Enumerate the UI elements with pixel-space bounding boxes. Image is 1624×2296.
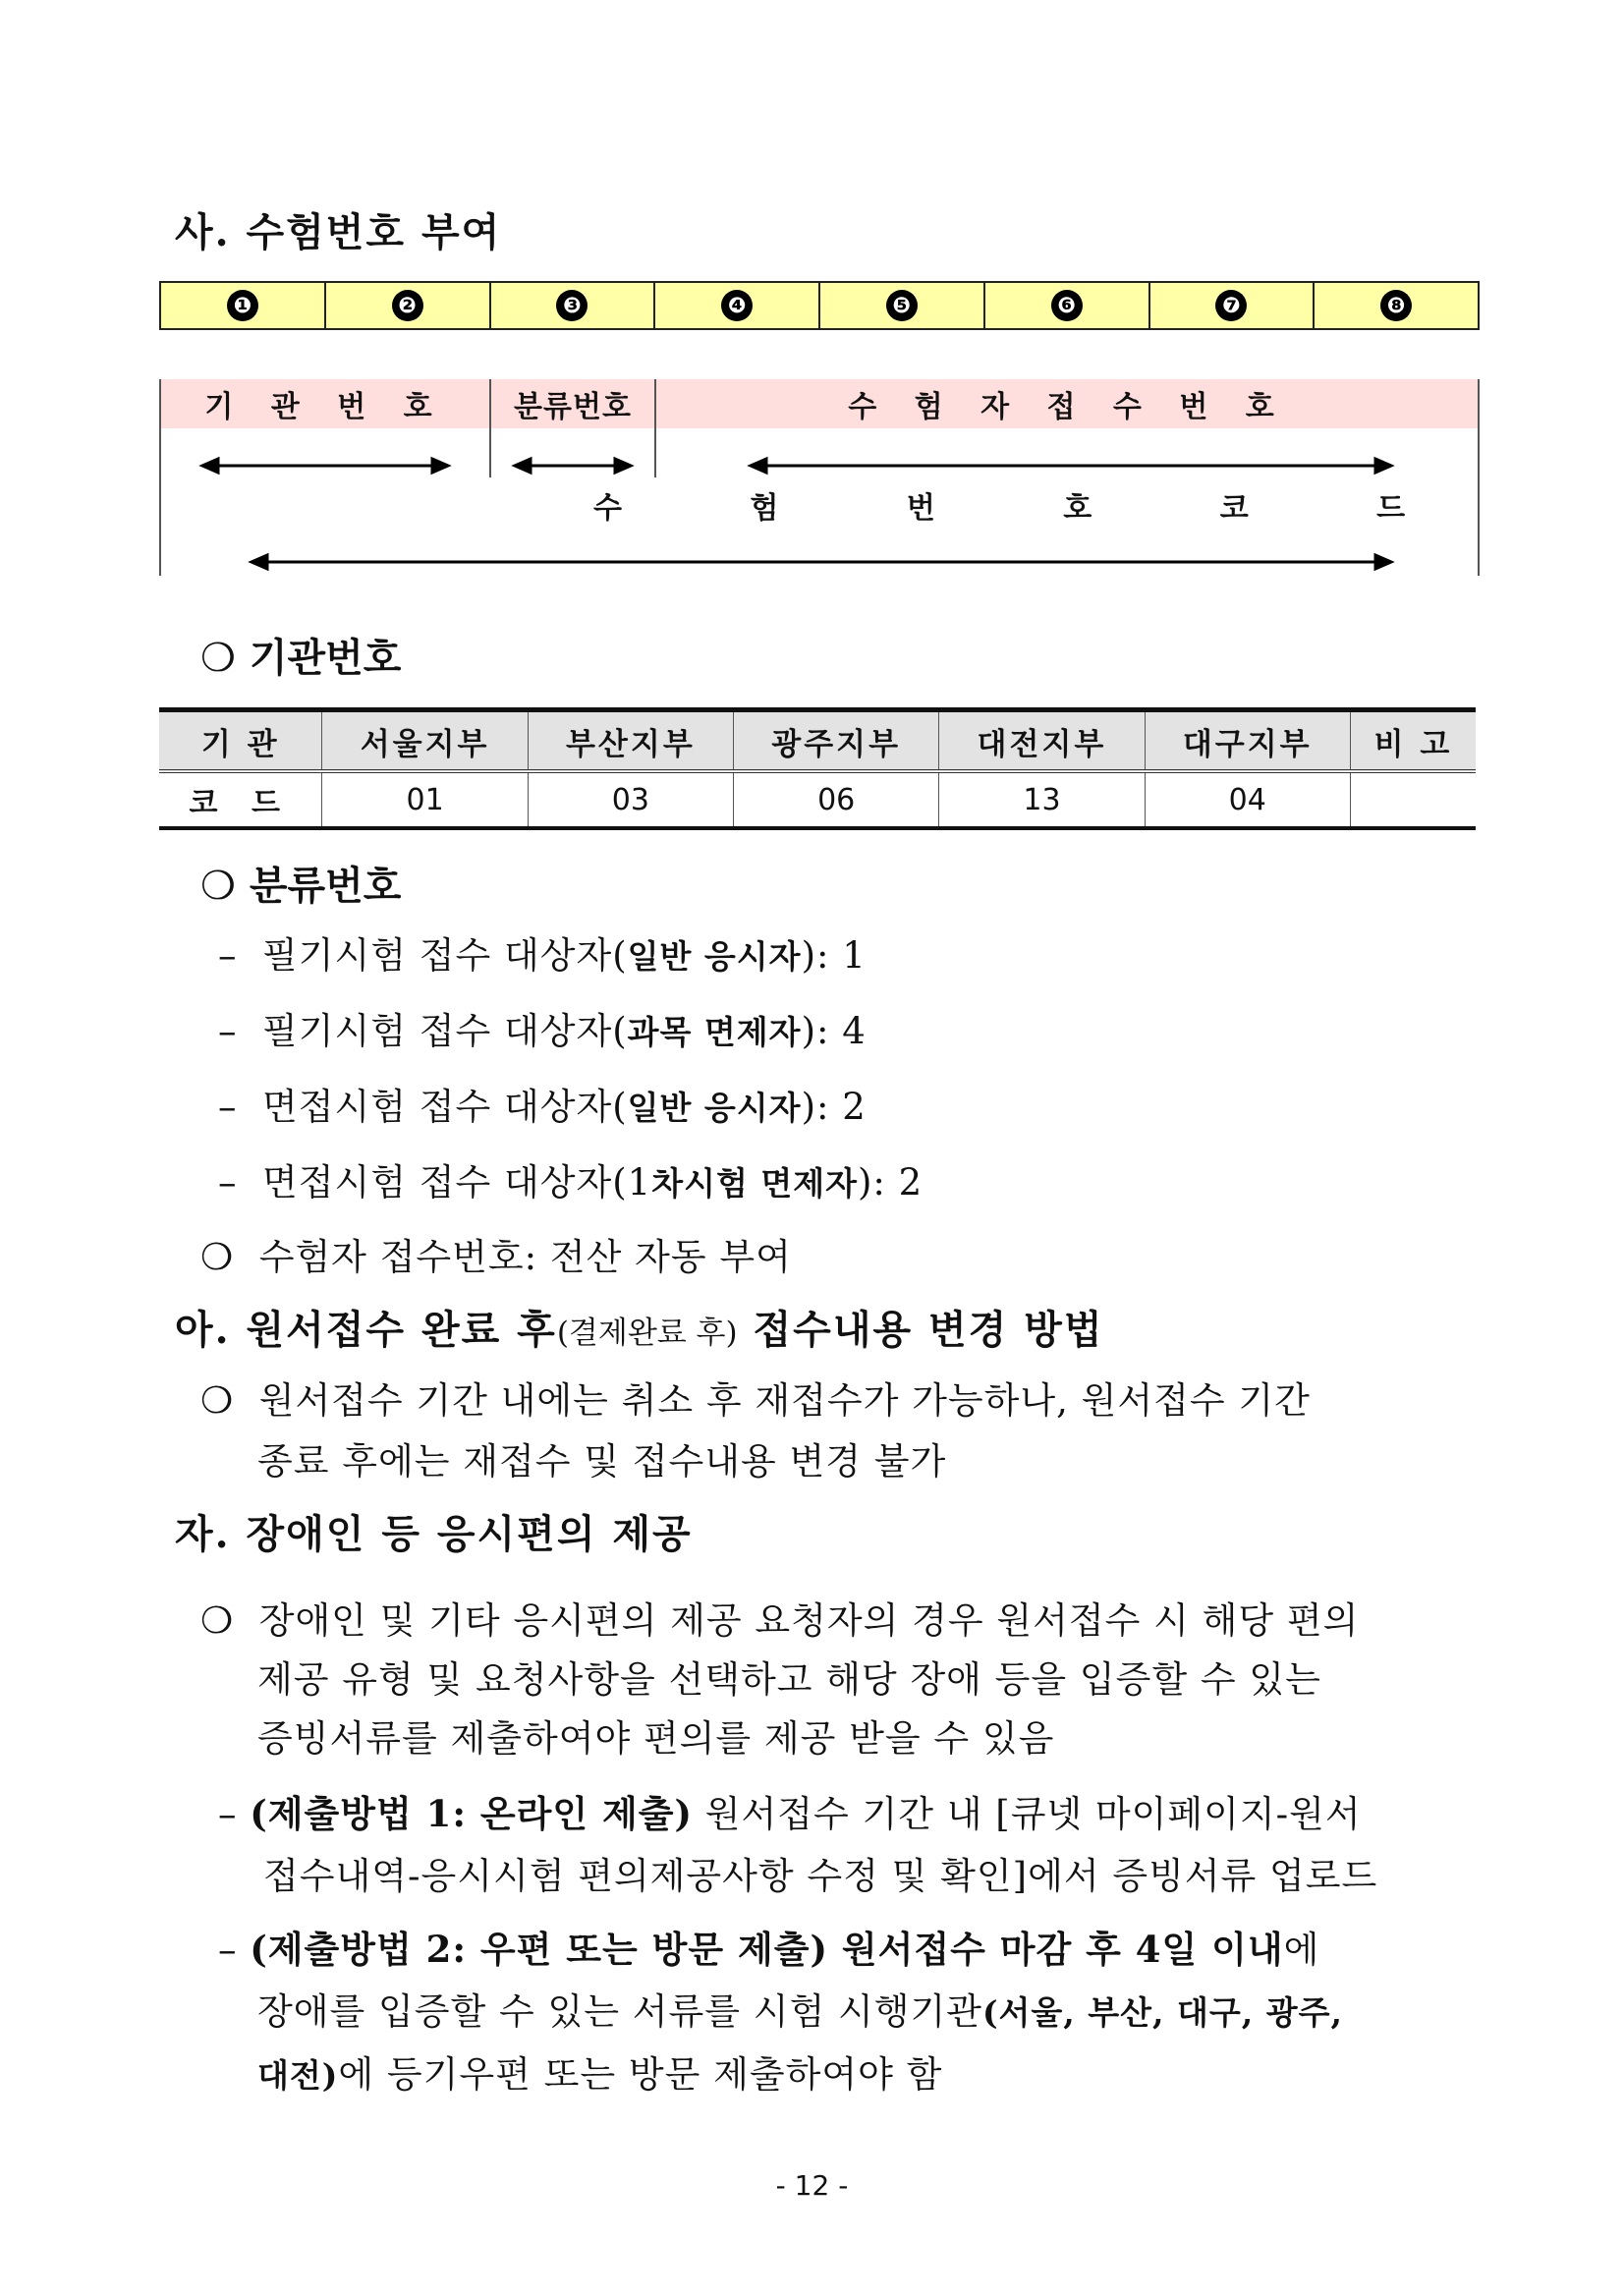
class-number-label: 분류번호 [491,379,654,428]
table-header: 광주지부 [734,710,939,772]
table-cell [1350,771,1476,828]
accommodation-line-2: 제공 유형 및 요청사항을 선택하고 해당 장애 등을 입증할 수 있는 [257,1658,1321,1701]
method-1-line-2: 접수내역-응시시험 편의제공사항 수정 및 확인]에서 증빙서류 업로드 [263,1855,1378,1897]
org-number-heading-text: 기관번호 [249,636,402,681]
table-cell: 04 [1145,771,1350,828]
applicant-number-note: ❍ 수험자 접수번호: 전산 자동 부여 [200,1236,792,1278]
table-cell: 코 드 [159,771,322,828]
org-code-table [159,707,1476,830]
table-header: 대전지부 [939,710,1145,772]
table-cell: 13 [939,771,1145,828]
circle-bullet-icon: ❍ [200,1379,235,1422]
circle-bullet-icon: ❍ [200,1599,235,1642]
digit-2-icon: ❷ [392,290,423,321]
table-cell: 01 [322,771,528,828]
digit-3-icon: ❸ [556,290,588,321]
circle-bullet-icon: ❍ [200,1236,235,1278]
table-header: 대구지부 [1145,710,1350,772]
digit-6-icon: ❻ [1051,290,1083,321]
accommodation-line-1: ❍ 장애인 및 기타 응시편의 제공 요청자의 경우 원서접수 시 해당 편의 [200,1599,1360,1642]
table-header-row [159,710,1476,772]
list-item: – 필기시험 접수 대상자(일반 응시자): 1 [218,934,867,977]
digit-5-icon: ❺ [886,290,918,321]
section-title-a: 아. 원서접수 완료 후(결제완료 후) 접수내용 변경 방법 [175,1307,1104,1353]
digit-1-icon: ❶ [227,290,258,321]
digit-8-icon: ❽ [1380,290,1412,321]
digit-7-icon: ❼ [1215,290,1247,321]
table-header: 부산지부 [528,710,733,772]
page-number: - 12 - [775,2169,849,2202]
digit-4-icon: ❹ [721,290,753,321]
accommodation-line-3: 증빙서류를 제출하여야 편의를 제공 받을 수 있음 [257,1717,1055,1760]
section-title-sa: 사. 수험번호 부여 [175,209,502,255]
method-2-line-2: 장애를 입증할 수 있는 서류를 시험 시행기관(서울, 부산, 대구, 광주, [257,1990,1343,2033]
change-method-line-1: ❍ 원서접수 기간 내에는 취소 후 재접수가 가능하나, 원서접수 기간 [200,1379,1311,1422]
org-number-heading [200,627,401,683]
method-1-line-1: – (제출방법 1: 온라인 제출) 원서접수 기간 내 [큐넷 마이페이지-원서 [218,1792,1362,1835]
exam-code-label: 수 험 번 호 코 드 [593,491,1465,526]
table-header: 비 고 [1350,710,1476,772]
list-item: – 면접시험 접수 대상자(일반 응시자): 2 [218,1086,867,1128]
table-header: 기 관 [159,710,322,772]
change-method-line-2: 종료 후에는 재접수 및 접수내용 변경 불가 [257,1440,947,1483]
circle-bullet-icon: ❍ [200,864,236,909]
list-item: – 필기시험 접수 대상자(과목 면제자): 4 [218,1010,867,1052]
circle-bullet-icon: ❍ [200,636,236,681]
table-cell: 03 [528,771,733,828]
class-number-heading [200,855,401,911]
class-number-heading-text: 분류번호 [249,864,402,909]
list-item: – 면접시험 접수 대상자(1차시험 면제자): 2 [218,1161,924,1204]
table-cell: 06 [734,771,939,828]
table-header: 서울지부 [322,710,528,772]
org-number-label: 기 관 번 호 [161,379,489,428]
applicant-number-label: 수 험 자 접 수 번 호 [656,379,1480,428]
method-2-line-1: – (제출방법 2: 우편 또는 방문 제출) 원서접수 마감 후 4일 이내에 [218,1928,1320,1971]
section-title-ja: 자. 장애인 등 응시편의 제공 [175,1511,693,1557]
table-row [159,771,1476,828]
method-2-line-3: 대전)에 등기우편 또는 방문 제출하여야 함 [257,2053,943,2096]
